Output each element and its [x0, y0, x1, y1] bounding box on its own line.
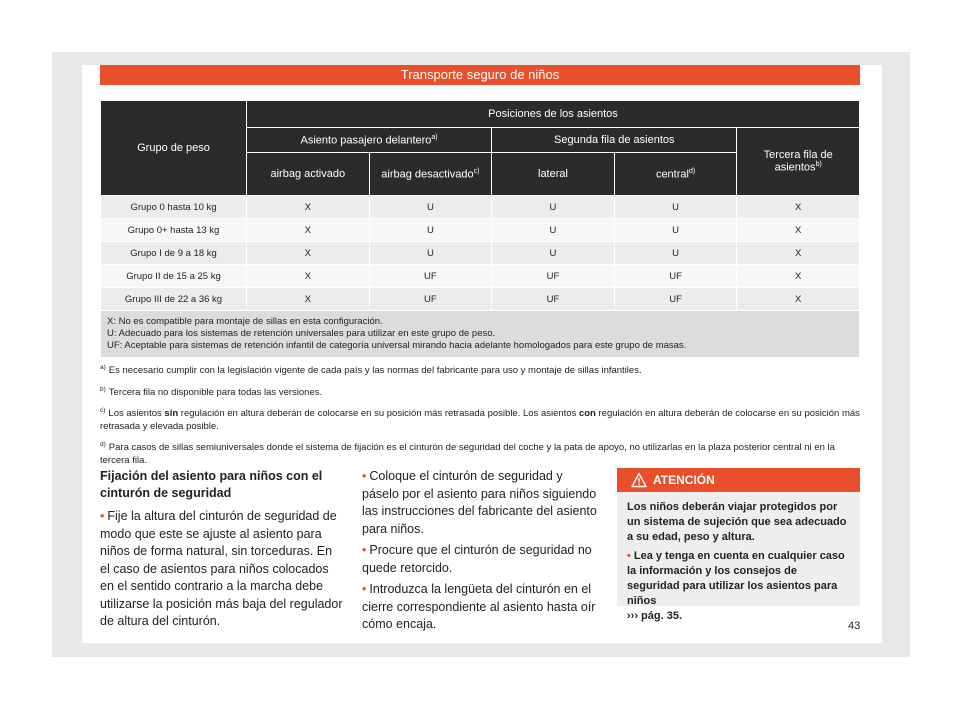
table-cell: X: [247, 265, 369, 287]
instruction-item: • Introduzca la lengüeta del cinturón en el cierre correspondiente al asiento hasta oír cómo encaja.: [362, 582, 596, 631]
table-cell: UF: [492, 288, 614, 310]
instruction-item: • Procure que el cinturón de seguridad no quede retorcido.: [362, 543, 592, 575]
table-cell: UF: [370, 265, 492, 287]
table-cell: X: [247, 219, 369, 241]
table-cell: UF: [492, 265, 614, 287]
table-cell: U: [370, 242, 492, 264]
footnote-c: $^{c)}$ Los asientos sin regulación en altura deberán de colocarse en su posición más retrasada posible. Los asientos con regulación en altura deberán de colocarse en su posición más retrasada y elevada posible.: [100, 407, 860, 432]
warning-item: • Lea y tenga en cuenta en cualquier caso la información y los consejos de seguridad para utilizar los asientos para niños ››› pág. 35.: [627, 550, 845, 622]
table-cell: X: [247, 242, 369, 264]
header-airbag-off: airbag desactivado$^{c)}$: [370, 153, 492, 195]
footnotes: [100, 362, 860, 474]
column-middle: [362, 468, 602, 638]
table-cell: X: [737, 242, 859, 264]
table-cell: U: [370, 196, 492, 218]
footnote-d: $^{d)}$ Para casos de sillas semiuniversales donde el sistema de fijación es el cinturón de seguridad del coche y la pata de apoyo, no utilizarlas en la plaza posterior central ni en la tercera fila.: [100, 441, 835, 467]
table-cell: Grupo 0 hasta 10 kg: [101, 196, 246, 218]
instruction-item: • Coloque el cinturón de seguridad y páselo por el asiento para niños siguiendo las instrucciones del fabricante del asiento para niños.: [362, 469, 597, 536]
footnote-b: $^{b)}$ Tercera fila no disponible para todas las versiones.: [100, 385, 323, 398]
table-cell: X: [247, 196, 369, 218]
header-third-row: Tercera fila de asientos$^{b)}$: [737, 128, 859, 195]
header-central: central$^{d)}$: [615, 153, 737, 195]
warning-box: [617, 468, 860, 622]
table-cell: U: [492, 219, 614, 241]
table-row: [101, 265, 859, 287]
table-legend-row: [101, 311, 859, 357]
warning-header: [617, 468, 860, 492]
header-weight-group: Grupo de peso: [101, 101, 246, 195]
table-cell: U: [370, 219, 492, 241]
table-cell: U: [492, 242, 614, 264]
page-reference-link[interactable]: ››› pág. 35.: [627, 610, 683, 622]
table-cell: Grupo III de 22 a 36 kg: [101, 288, 246, 310]
table-cell: X: [737, 288, 859, 310]
warning-text: Los niños deberán viajar protegidos por un sistema de sujeción que sea adecuado a su edad, peso y altura.: [627, 501, 847, 543]
header-front-passenger: Asiento pasajero delantero$^{a)}$: [247, 128, 491, 152]
table-cell: U: [492, 196, 614, 218]
table-cell: Grupo II de 15 a 25 kg: [101, 265, 246, 287]
legend-u: U: Adecuado para los sistemas de retención universales para utilizar en este grupo de peso.: [107, 328, 496, 339]
table-cell: Grupo 0+ hasta 13 kg: [101, 219, 246, 241]
page-number: 43: [848, 620, 861, 632]
instruction-item: • Fije la altura del cinturón de seguridad de modo que este se ajuste al asiento para niños de forma natural, sin torceduras. En el caso de asientos para niños colocados en el sentido contrario a la marcha debe utilizarse la posición más baja del regulador de altura del cinturón.: [100, 509, 343, 628]
table-cell: U: [615, 219, 737, 241]
table-cell: X: [247, 288, 369, 310]
header-airbag-on: airbag activado: [247, 153, 369, 195]
table-row: [101, 196, 859, 218]
table-row: [101, 242, 859, 264]
section-heading: Fijación del asiento para niños con el cinturón de seguridad: [100, 469, 323, 500]
header-seat-positions: Posiciones de los asientos: [247, 101, 859, 127]
footnote-a: $^{a)}$ Es necesario cumplir con la legislación vigente de cada país y las normas del fabricante para uso y montaje de sillas infantiles.: [100, 364, 642, 377]
column-left: [100, 468, 343, 635]
table-cell: U: [615, 196, 737, 218]
table-cell: Grupo I de 9 a 18 kg: [101, 242, 246, 264]
table-row: [101, 219, 859, 241]
warning-body: [617, 492, 860, 632]
table-legend: [101, 311, 859, 357]
table-cell: X: [737, 265, 859, 287]
table-cell: X: [737, 219, 859, 241]
warning-triangle-icon: [631, 472, 647, 488]
legend-uf: UF: Aceptable para sistemas de retención infantil de categoría universal mirando hacia adelante homologados para este grupo de masas.: [107, 340, 687, 351]
table-cell: UF: [370, 288, 492, 310]
table-cell: U: [615, 242, 737, 264]
child-seat-table: [100, 100, 860, 358]
header-lateral: lateral: [492, 153, 614, 195]
table-cell: UF: [615, 288, 737, 310]
table-cell: UF: [615, 265, 737, 287]
warning-title: ATENCIÓN: [653, 473, 715, 487]
table-row: [101, 288, 859, 310]
page-title: Transporte seguro de niños: [100, 65, 860, 85]
legend-x: X: No es compatible para montaje de sillas en esta configuración.: [107, 316, 383, 327]
header-second-row: Segunda fila de asientos: [492, 128, 736, 152]
table-cell: X: [737, 196, 859, 218]
